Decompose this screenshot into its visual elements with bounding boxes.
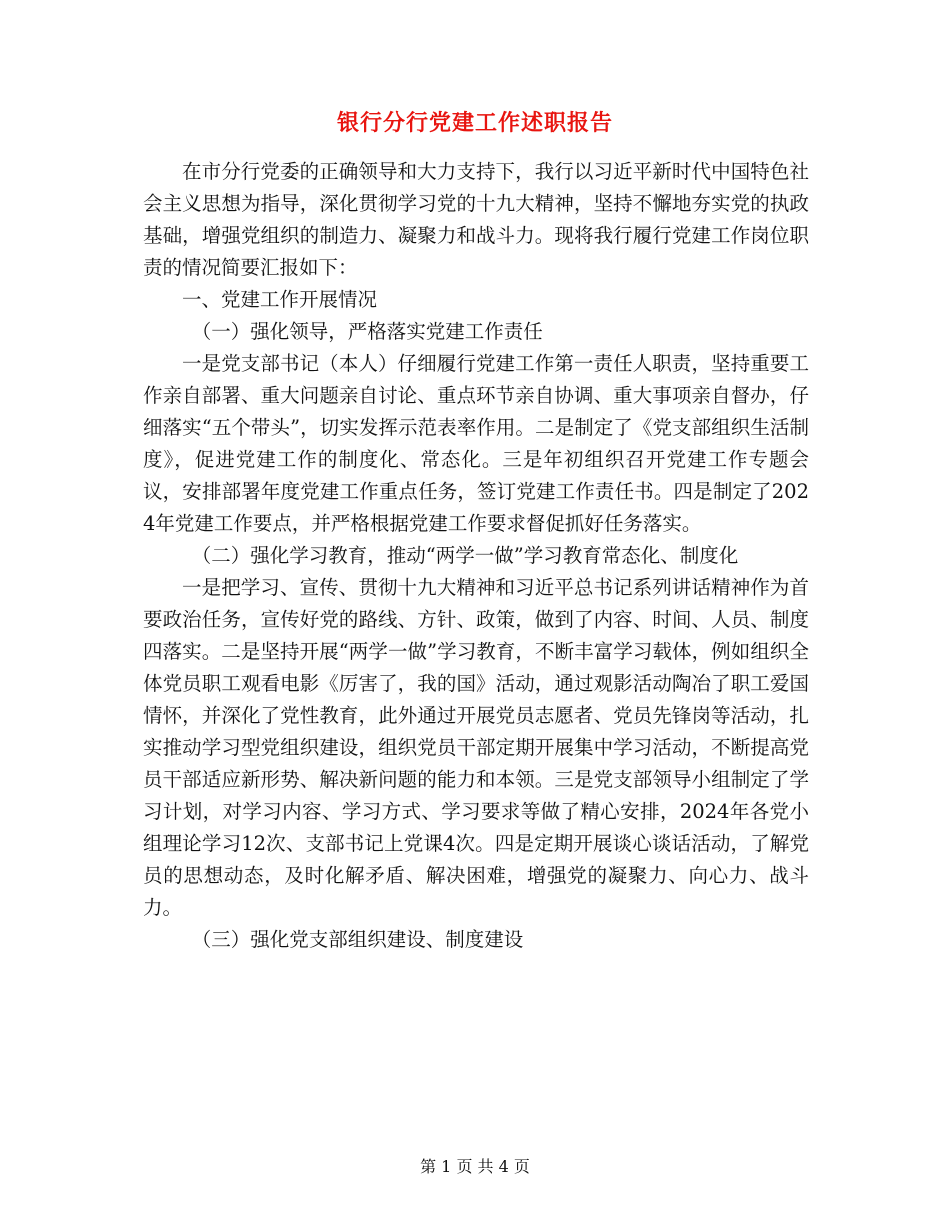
document-title: 银行分行党建工作述职报告	[336, 110, 613, 136]
subsection-heading-3: （三）强化党支部组织建设、制度建设	[191, 928, 524, 951]
subsection-body-2: 一是把学习、宣传、贯彻十九大精神和习近平总书记系列讲话精神作为首要政治任务，宣传好党的路线、方针、政策，做到了内容、时间、人员、制度四落实。二是坚持开展“两学一做”学习教育，不断丰富学习载体，例如组织全体党员职工观看电影《厉害了，我的国》活动，通过观影活动陶冶了职工爱国情怀，并深化了党性教育，此外通过开展党员志愿者、党员先锋岗等活动，扎实推动学习型党组织建设，组织党员干部定期开展集中学习活动，不断提高党员干部适应新形势、解决新问题的能力和本领。三是党支部领导小组制定了学习计划，对学习内容、学习方式、学习要求等做了精心安排，2024年各党小组理论学习12次、支部书记上党课4次。四是定期开展谈心谈话活动，了解党员的思想动态，及时化解矛盾、解决困难，增强党的凝聚力、向心力、战斗力。	[143, 576, 809, 919]
subsection-heading-2: （二）强化学习教育，推动“两学一做”学习教育常态化、制度化	[191, 544, 739, 567]
document-body	[143, 156, 809, 956]
section-heading-1: 一、党建工作开展情况	[182, 288, 378, 311]
intro-paragraph: 在市分行党委的正确领导和大力支持下，我行以习近平新时代中国特色社会主义思想为指导，深化贯彻学习党的十九大精神，坚持不懈地夯实党的执政基础，增强党组织的制造力、凝聚力和战斗力。现将我行履行党建工作岗位职责的情况简要汇报如下：	[143, 160, 809, 279]
subsection-body-1: 一是党支部书记（本人）仔细履行党建工作第一责任人职责，坚持重要工作亲自部署、重大问题亲自讨论、重点环节亲自协调、重大事项亲自督办，仔细落实“五个带头”，切实发挥示范表率作用。二是制定了《党支部组织生活制度》，促进党建工作的制度化、常态化。三是年初组织召开党建工作专题会议，安排部署年度党建工作重点任务，签订党建工作责任书。四是制定了2024年党建工作要点，并严格根据党建工作要求督促抓好任务落实。	[143, 352, 809, 535]
page-footer: 第 1 页 共 4 页	[420, 1157, 530, 1176]
subsection-heading-1: （一）强化领导，严格落实党建工作责任	[191, 320, 543, 343]
